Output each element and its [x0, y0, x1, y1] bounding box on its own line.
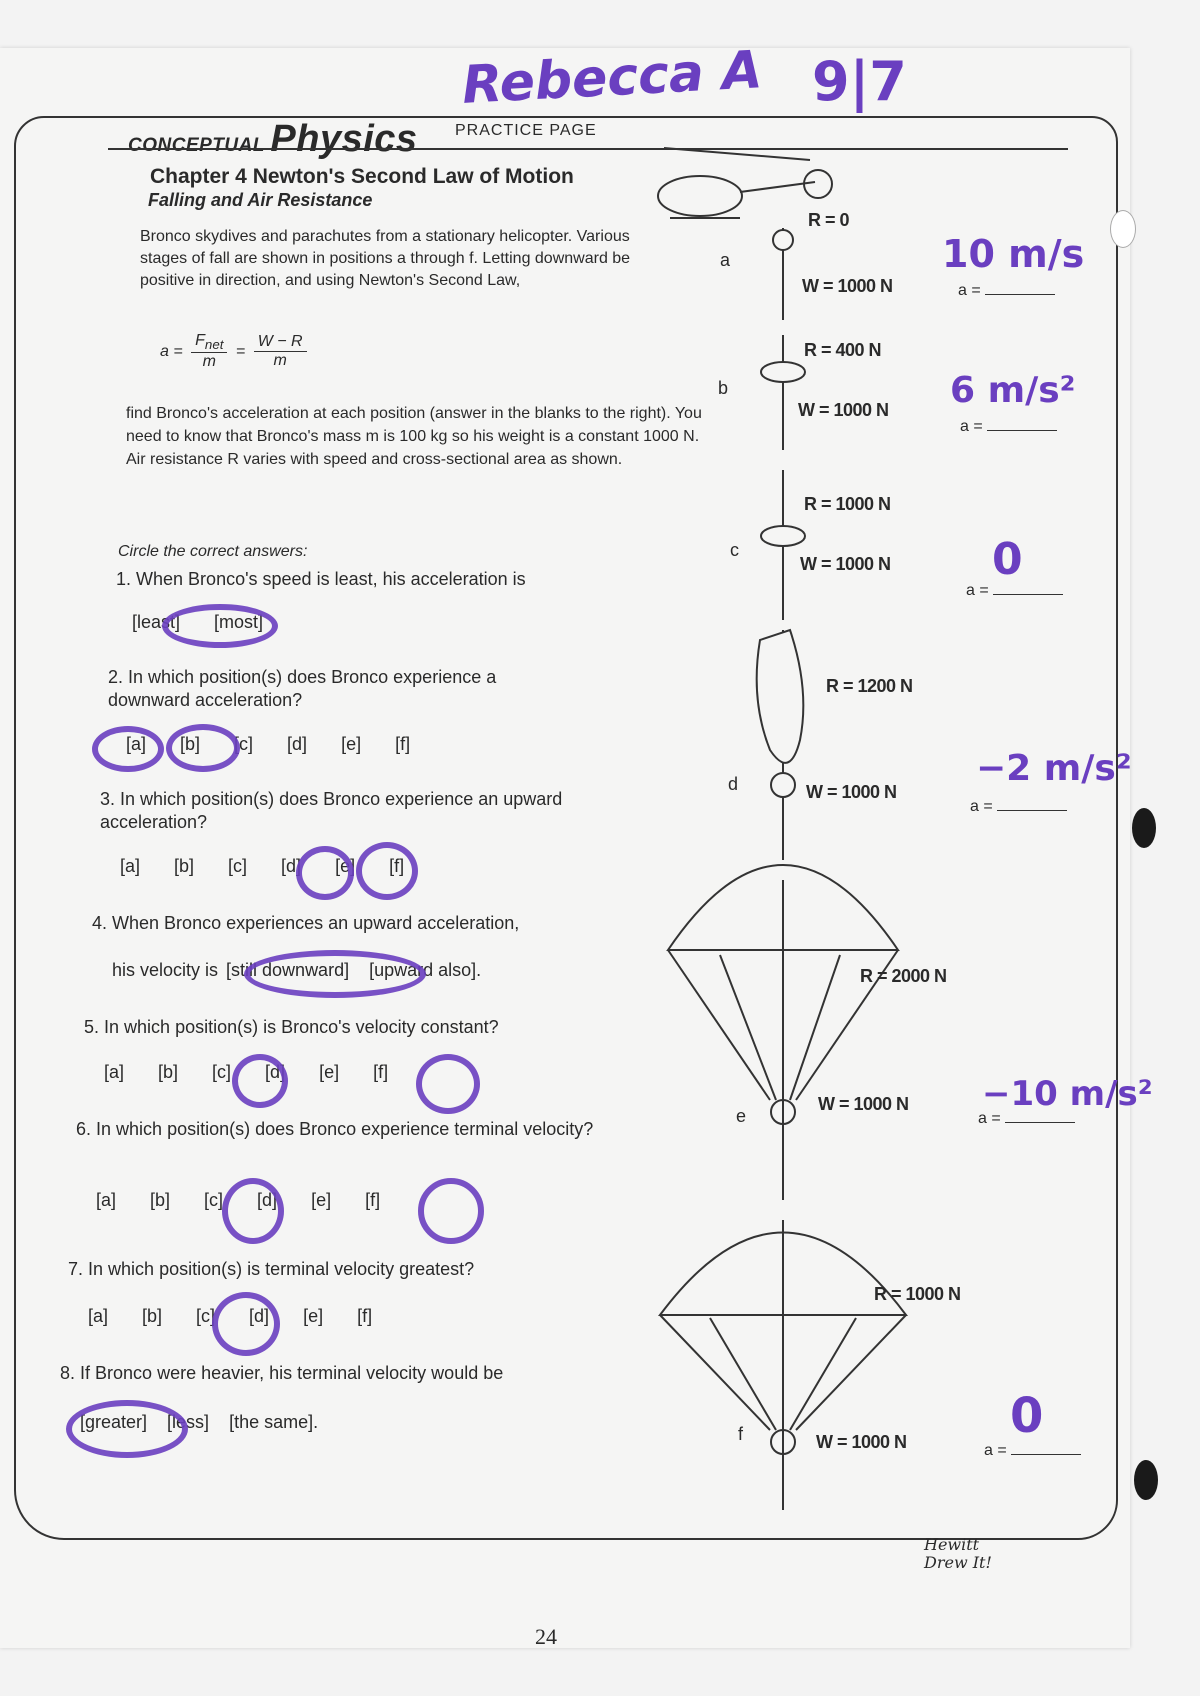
option-upward-also[interactable]: [upward also].	[369, 960, 482, 980]
option-b[interactable]: [b]	[142, 1306, 163, 1326]
option-greater[interactable]: [greater]	[80, 1412, 148, 1432]
position-c-r: R = 1000 N	[804, 494, 891, 514]
circle-mark	[418, 1178, 484, 1244]
brand-text: CONCEPTUAL	[128, 135, 265, 156]
header-rule	[108, 148, 1068, 150]
question-1: 1. When Bronco's speed is least, his acceleration is	[116, 569, 526, 589]
option-c[interactable]: [c]	[234, 734, 254, 754]
option-e[interactable]: [e]	[303, 1306, 324, 1326]
option-less[interactable]: [less]	[167, 1412, 210, 1432]
question-6: 6. In which position(s) does Bronco experience terminal velocity?	[76, 1119, 594, 1139]
circle-mark	[166, 724, 240, 772]
circle-mark	[244, 950, 426, 998]
option-f[interactable]: [f]	[357, 1306, 373, 1326]
circle-mark	[92, 726, 164, 772]
question-2: 2. In which position(s) does Bronco experience a downward acceleration?	[108, 667, 497, 710]
option-c[interactable]: [c]	[196, 1306, 216, 1326]
brand-header	[128, 118, 418, 161]
circle-mark	[162, 604, 278, 648]
answer-f: 0	[1010, 1388, 1044, 1444]
position-d-r: R = 1200 N	[826, 676, 913, 696]
formula-eq: =	[235, 342, 246, 360]
circle-mark	[66, 1400, 188, 1458]
position-e-w: W = 1000 N	[818, 1094, 909, 1114]
option-b[interactable]: [b]	[174, 856, 195, 876]
question-4-stem: his velocity is	[112, 960, 219, 980]
position-a-letter: a	[720, 250, 731, 270]
chapter-subtitle: Falling and Air Resistance	[148, 190, 373, 210]
question-3: 3. In which position(s) does Bronco experience an upward acceleration?	[100, 789, 563, 832]
position-b-r: R = 400 N	[804, 340, 882, 360]
position-c-w: W = 1000 N	[800, 554, 891, 574]
option-d[interactable]: [d]	[249, 1306, 270, 1326]
formula-fnet: F	[195, 332, 205, 349]
circle-heading: Circle the correct answers:	[118, 543, 308, 560]
binder-hole	[1110, 210, 1136, 248]
option-f[interactable]: [f]	[395, 734, 411, 754]
position-c-letter: c	[730, 540, 739, 560]
acceleration-formula	[160, 332, 311, 371]
student-name: Rebecca A	[460, 40, 764, 116]
option-c[interactable]: [c]	[204, 1190, 224, 1210]
answer-b-row: a =	[960, 412, 1057, 436]
position-e-letter: e	[736, 1106, 747, 1126]
option-still-downward[interactable]: [still downward]	[226, 960, 350, 980]
position-b-w: W = 1000 N	[798, 400, 889, 420]
option-b[interactable]: [b]	[180, 734, 201, 754]
answer-e-row: a =	[978, 1104, 1075, 1128]
position-f-letter: f	[738, 1424, 744, 1444]
position-a-r: R = 0	[808, 210, 850, 230]
option-e[interactable]: [e]	[341, 734, 362, 754]
intro-paragraph: Bronco skydives and parachutes from a stationary helicopter. Various stages of fall are shown in positions a through f. Letting downward be positive in direction, and using Newton's Second Law,	[140, 228, 631, 289]
option-d[interactable]: [d]	[265, 1062, 286, 1082]
position-a-w: W = 1000 N	[802, 276, 893, 296]
option-a[interactable]: [a]	[120, 856, 141, 876]
answer-d: −2 m/s²	[976, 748, 1132, 789]
option-a[interactable]: [a]	[126, 734, 147, 754]
circle-mark	[222, 1178, 284, 1244]
position-d-letter: d	[728, 774, 739, 794]
option-d[interactable]: [d]	[287, 734, 308, 754]
answer-f-row: a =	[984, 1436, 1081, 1460]
practice-page-label: PRACTICE PAGE	[455, 122, 597, 139]
option-d[interactable]: [d]	[281, 856, 302, 876]
option-b[interactable]: [b]	[150, 1190, 171, 1210]
option-the-same[interactable]: [the same].	[229, 1412, 319, 1432]
option-a[interactable]: [a]	[96, 1190, 117, 1210]
formula-lhs: a =	[160, 342, 183, 360]
option-e[interactable]: [e]	[311, 1190, 332, 1210]
brand-physics: Physics	[270, 118, 418, 160]
question-5: 5. In which position(s) is Bronco's velocity constant?	[84, 1017, 499, 1037]
option-a[interactable]: [a]	[88, 1306, 109, 1326]
formula-den2: m	[273, 352, 287, 370]
answer-a: 10 m/s	[942, 232, 1085, 276]
instructions-paragraph: find Bronco's acceleration at each position (answer in the blanks to the right). You need to know that Bronco's mass m is 100 kg so his weight is a constant 1000 N. Air resistance R varies with speed and cross-sectional area as shown.	[126, 405, 702, 468]
answer-b: 6 m/s²	[950, 370, 1076, 411]
position-f-r: R = 1000 N	[874, 1284, 961, 1304]
formula-net-sub: net	[204, 337, 224, 353]
answer-c-row: a =	[966, 576, 1063, 600]
option-f[interactable]: [f]	[365, 1190, 381, 1210]
position-e-r: R = 2000 N	[860, 966, 947, 986]
question-7: 7. In which position(s) is terminal velocity greatest?	[68, 1259, 475, 1279]
binder-hole	[1132, 808, 1156, 848]
circle-mark	[212, 1292, 280, 1356]
option-b[interactable]: [b]	[158, 1062, 179, 1082]
option-least[interactable]: [least]	[132, 612, 181, 632]
option-c[interactable]: [c]	[212, 1062, 232, 1082]
option-a[interactable]: [a]	[104, 1062, 125, 1082]
skydiver-figures	[757, 230, 805, 797]
circle-mark	[416, 1054, 480, 1114]
answer-c: 0	[992, 534, 1023, 585]
formula-num2: W − R	[254, 333, 307, 352]
option-e[interactable]: [e]	[319, 1062, 340, 1082]
position-d-w: W = 1000 N	[806, 782, 897, 802]
answer-e: −10 m/s²	[982, 1074, 1153, 1114]
position-b-letter: b	[718, 378, 729, 398]
page-number: 24	[535, 1624, 557, 1649]
circle-mark	[232, 1054, 288, 1108]
option-f[interactable]: [f]	[389, 856, 405, 876]
circle-mark	[296, 846, 354, 900]
hewitt-signature: Hewitt Drew It!	[924, 1535, 992, 1572]
chapter-title: Chapter 4 Newton's Second Law of Motion	[150, 165, 574, 188]
binder-hole	[1134, 1460, 1158, 1500]
option-d[interactable]: [d]	[257, 1190, 278, 1210]
option-f[interactable]: [f]	[373, 1062, 389, 1082]
question-4: 4. When Bronco experiences an upward acceleration,	[92, 913, 520, 933]
answer-a-row: a =	[958, 276, 1055, 300]
formula-den1: m	[202, 353, 216, 371]
option-e[interactable]: [e]	[335, 856, 356, 876]
option-c[interactable]: [c]	[228, 856, 248, 876]
position-f-w: W = 1000 N	[816, 1432, 907, 1452]
answer-d-row: a =	[970, 792, 1067, 816]
helicopter-icon	[658, 148, 832, 218]
question-8: 8. If Bronco were heavier, his terminal velocity would be	[60, 1363, 504, 1383]
option-most[interactable]: [most]	[214, 612, 264, 632]
student-period: 9|7	[812, 50, 907, 113]
circle-mark	[356, 842, 418, 900]
